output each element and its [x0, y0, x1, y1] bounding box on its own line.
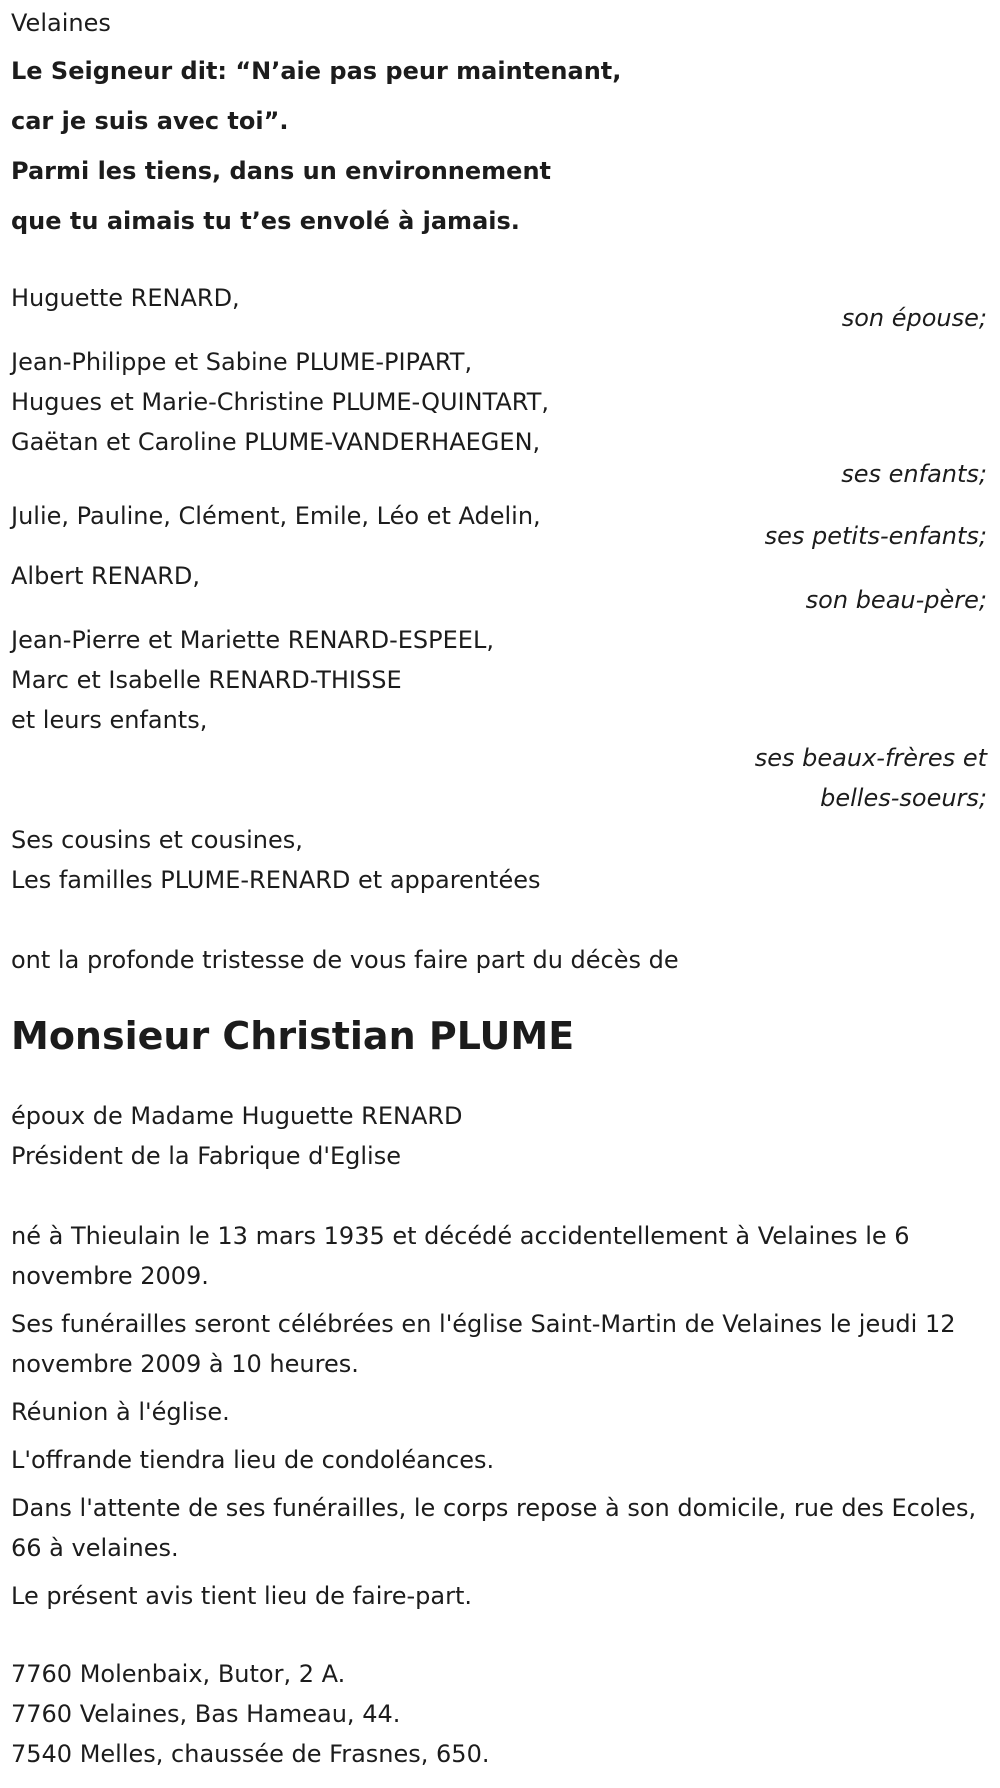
family-group-children — [11, 342, 987, 494]
deceased-info-line: époux de Madame Huguette RENARD — [11, 1102, 463, 1130]
family-names: Gaëtan et Caroline PLUME-VANDERHAEGEN, — [11, 428, 541, 456]
poem-line: Le Seigneur dit: “N’aie pas peur maintenant, — [11, 57, 622, 85]
detail-paragraph: né à Thieulain le 13 mars 1935 et décédé accidentellement à Velaines le 6 novembre 2009. — [11, 1222, 910, 1290]
detail-paragraph: Réunion à l'église. — [11, 1398, 230, 1426]
family-relation: son beau-père; — [805, 586, 987, 614]
deceased-info-line: Président de la Fabrique d'Eglise — [11, 1142, 401, 1170]
deceased-name: Monsieur Christian PLUME — [11, 1014, 575, 1058]
addresses — [11, 1654, 987, 1774]
family-relation: ses petits-enfants; — [764, 522, 987, 550]
family-group-grandchildren — [11, 496, 987, 556]
family-relation: belles-soeurs; — [820, 784, 987, 812]
detail-paragraph: Le présent avis tient lieu de faire-part. — [11, 1582, 473, 1610]
detail-paragraph: Dans l'attente de ses funérailles, le corps repose à son domicile, rue des Ecoles, 66 à velaines. — [11, 1494, 977, 1562]
address-line: 7760 Velaines, Bas Hameau, 44. — [11, 1700, 401, 1728]
deceased-info — [11, 1096, 987, 1176]
other-relatives — [11, 820, 987, 900]
family-names: et leurs enfants, — [11, 706, 208, 734]
poem — [11, 46, 987, 246]
detail-paragraph: Ses funérailles seront célébrées en l'église Saint-Martin de Velaines le jeudi 12 novembre 2009 à 10 heures. — [11, 1310, 956, 1378]
address-line: 7540 Melles, chaussée de Frasnes, 650. — [11, 1740, 490, 1768]
family-group-father-in-law — [11, 556, 987, 620]
family-relation: ses beaux-frères et — [754, 744, 987, 772]
other-relatives-line: Ses cousins et cousines, — [11, 826, 303, 854]
poem-line: Parmi les tiens, dans un environnement — [11, 157, 552, 185]
family-names: Jean-Pierre et Mariette RENARD-ESPEEL, — [11, 626, 494, 654]
funeral-details — [11, 1216, 987, 1616]
announcement-text: ont la profonde tristesse de vous faire part du décès de — [11, 946, 679, 974]
family-group-in-laws — [11, 620, 987, 818]
family-names: Albert RENARD, — [11, 562, 200, 590]
detail-paragraph: L'offrande tiendra lieu de condoléances. — [11, 1446, 495, 1474]
poem-line: que tu aimais tu t’es envolé à jamais. — [11, 207, 520, 235]
family-names: Marc et Isabelle RENARD-THISSE — [11, 666, 402, 694]
family-names: Jean-Philippe et Sabine PLUME-PIPART, — [11, 348, 473, 376]
address-line: 7760 Molenbaix, Butor, 2 A. — [11, 1660, 346, 1688]
family-names: Julie, Pauline, Clément, Emile, Léo et Adelin, — [11, 502, 541, 530]
family-names: Huguette RENARD, — [11, 284, 240, 312]
family-relation: ses enfants; — [841, 460, 987, 488]
poem-line: car je suis avec toi”. — [11, 107, 289, 135]
family-names: Hugues et Marie-Christine PLUME-QUINTART, — [11, 388, 550, 416]
family-relation: son épouse; — [841, 304, 987, 332]
other-relatives-line: Les familles PLUME-RENARD et apparentées — [11, 866, 541, 894]
location-header: Velaines — [11, 9, 111, 37]
family-group-spouse — [11, 278, 987, 338]
